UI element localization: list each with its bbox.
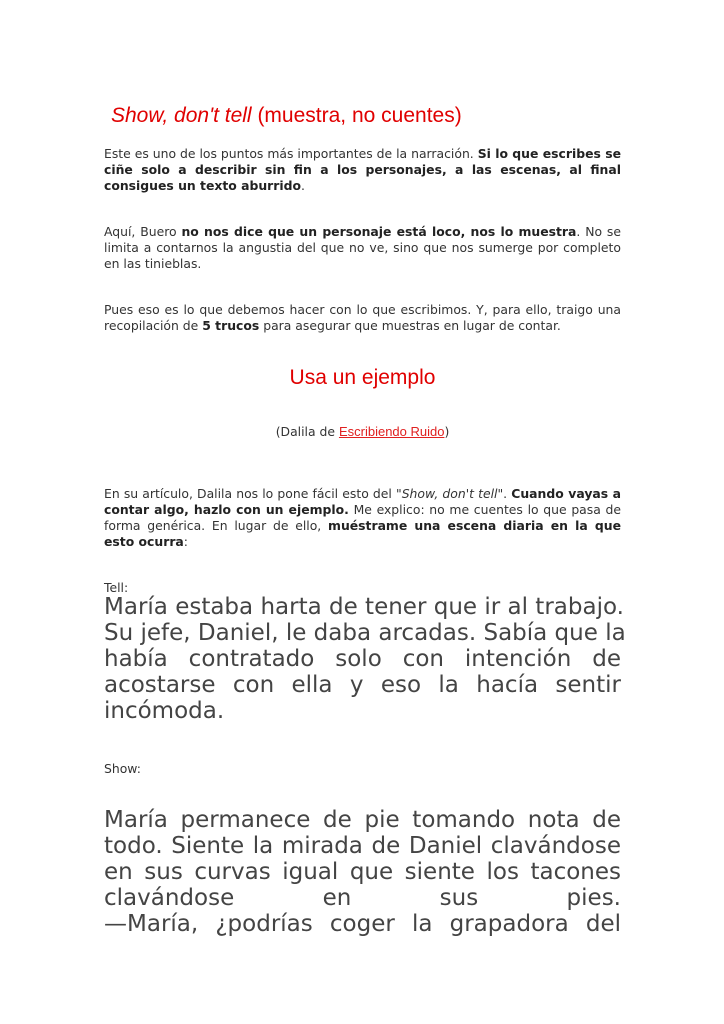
paragraph-dalila	[104, 486, 621, 550]
example-line-text: clavándose en sus pies.	[104, 885, 621, 911]
text: :	[183, 534, 188, 549]
example-line: Su jefe, Daniel, le daba arcadas. Sabía que la	[104, 620, 626, 646]
text: (Dalila de	[275, 424, 339, 439]
bold-text: 5 trucos	[202, 318, 260, 333]
show-label: Show:	[104, 761, 141, 776]
example-line	[104, 885, 621, 911]
example-line: incómoda.	[104, 698, 225, 724]
text: para asegurar que muestras en lugar de contar.	[259, 318, 561, 333]
example-line: en sus curvas igual que siente los tacones	[104, 859, 621, 885]
heading-usa-un-ejemplo: Usa un ejemplo	[289, 366, 436, 389]
text: . No se limita a contarnos la angustia del que no ve, sino que nos sumerge por completo en las tinieblas.	[104, 224, 621, 271]
text: Me explico: no me cuentes lo que pasa de forma genérica. En lugar de ello,	[104, 502, 621, 533]
bold-text: Cuando vayas a contar algo, hazlo con un ejemplo.	[104, 486, 622, 517]
text: Pues eso es lo que debemos hacer con lo que escribimos. Y, para ello, traigo una recopilación de	[104, 302, 621, 333]
example-line: había contratado solo con intención de	[104, 646, 621, 672]
escribiendo-ruido-link[interactable]: Escribiendo Ruido	[338, 424, 445, 439]
bold-text: no nos dice que un personaje está loco, nos lo muestra	[181, 224, 577, 239]
text: Aquí, Buero	[104, 224, 182, 239]
text: En su artículo, Dalila nos lo pone fácil esto del "	[104, 486, 402, 501]
credit-line	[104, 424, 621, 440]
bold-text: muéstrame una escena diaria en la que esto ocurra	[104, 518, 621, 549]
tell-example	[104, 594, 626, 724]
example-line: María permanece de pie tomando nota de	[104, 807, 621, 833]
example-line: todo. Siente la mirada de Daniel clavándose	[104, 833, 621, 859]
section-title	[111, 104, 628, 128]
show-example	[104, 807, 621, 937]
text: .	[301, 178, 305, 193]
text: Este es uno de los puntos más importantes de la narración.	[104, 146, 478, 161]
example-line: —María, ¿podrías coger la grapadora del	[104, 911, 621, 937]
title-italic: Show, don't tell	[111, 104, 252, 127]
paragraph-trucos	[104, 302, 621, 334]
title-rest: (muestra, no cuentes)	[251, 104, 462, 127]
text: )	[444, 424, 450, 439]
italic-text: Show, don't tell	[401, 486, 498, 501]
example-line: María estaba harta de tener que ir al trabajo.	[104, 594, 624, 620]
paragraph-buero	[104, 224, 621, 272]
text: ".	[497, 486, 512, 501]
paragraph-intro	[104, 146, 621, 194]
bold-text: Si lo que escribes se ciñe solo a describir sin fin a los personajes, a las escenas, al final consigues un texto aburrido	[104, 146, 621, 193]
example-line: acostarse con ella y eso la hacía sentir	[104, 672, 621, 698]
tell-label: Tell:	[104, 580, 129, 595]
